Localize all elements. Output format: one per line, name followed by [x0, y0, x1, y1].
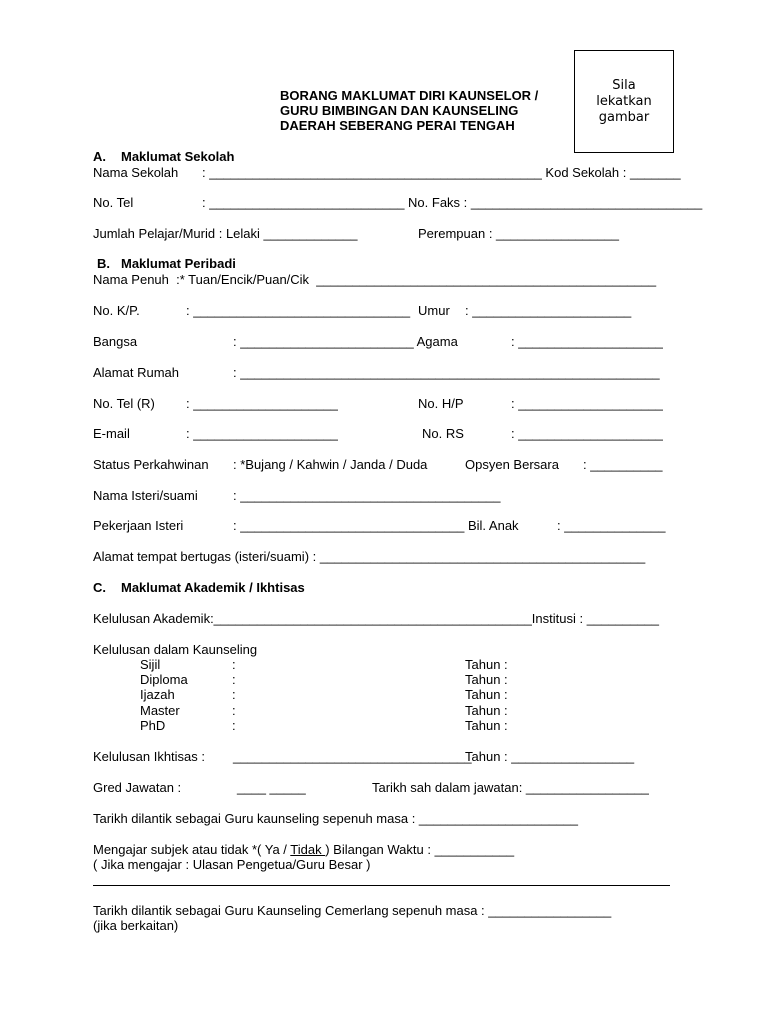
qual-tahun[interactable]: Tahun :: [465, 703, 508, 718]
photo-label-line-1: Sila: [612, 77, 636, 93]
berkaitan-note: (jika berkaitan): [93, 918, 179, 933]
section-b-heading: Maklumat Peribadi: [121, 256, 236, 271]
qual-sep: :: [232, 672, 236, 687]
qual-sep: :: [232, 657, 236, 672]
ikhtisas-field[interactable]: _________________________________: [233, 749, 472, 764]
anak-field[interactable]: : ______________: [557, 518, 666, 533]
form-title-line-3: DAERAH SEBERANG PERAI TENGAH: [280, 118, 515, 133]
bangsa-field[interactable]: : ________________________ Agama: [233, 334, 458, 349]
section-b-letter: B.: [97, 256, 110, 271]
pekerjaan-field[interactable]: : _______________________________ Bil. Anak: [233, 518, 519, 533]
section-a-heading: Maklumat Sekolah: [121, 149, 235, 164]
status-field[interactable]: : *Bujang / Kahwin / Janda / Duda: [233, 457, 428, 472]
qual-tahun[interactable]: Tahun :: [465, 687, 508, 702]
rs-field[interactable]: : ____________________: [511, 426, 663, 441]
form-title-line-1: BORANG MAKLUMAT DIRI KAUNSELOR /: [280, 88, 539, 103]
tarikh-sah-field[interactable]: Tarikh sah dalam jawatan: _________________: [372, 780, 649, 795]
qual-name: Sijil: [140, 657, 161, 672]
qual-tahun[interactable]: Tahun :: [465, 672, 508, 687]
qual-name: PhD: [140, 718, 166, 733]
tel-rumah-field[interactable]: : ____________________: [186, 396, 338, 411]
pekerjaan-label: Pekerjaan Isteri: [93, 518, 184, 533]
isteri-field[interactable]: : ____________________________________: [233, 488, 501, 503]
qual-name: Ijazah: [140, 687, 175, 702]
no-kp-field[interactable]: : ______________________________: [186, 303, 411, 318]
kelulusan-kaunseling-label: Kelulusan dalam Kaunseling: [93, 642, 258, 657]
qual-tahun[interactable]: Tahun :: [465, 718, 508, 733]
mengajar-tidak-option[interactable]: Tidak: [290, 842, 326, 857]
ikhtisas-label: Kelulusan Ikhtisas :: [93, 749, 206, 764]
opsyen-label: Opsyen Bersara: [465, 457, 559, 472]
qual-sep: :: [232, 687, 236, 702]
status-label: Status Perkahwinan: [93, 457, 209, 472]
form-title-line-2: GURU BIMBINGAN DAN KAUNSELING: [280, 103, 519, 118]
ulasan-answer-line[interactable]: [93, 885, 670, 886]
tarikh-dilantik-field[interactable]: Tarikh dilantik sebagai Guru kaunseling sepenuh masa : ______________________: [93, 811, 578, 826]
email-field[interactable]: : ____________________: [186, 426, 338, 441]
section-c-letter: C.: [93, 580, 106, 595]
ulasan-note: ( Jika mengajar : Ulasan Pengetua/Guru Besar ): [93, 857, 371, 872]
opsyen-field[interactable]: : __________: [583, 457, 663, 472]
isteri-label: Nama Isteri/suami: [93, 488, 198, 503]
email-label: E-mail: [93, 426, 130, 441]
section-c-heading: Maklumat Akademik / Ikhtisas: [121, 580, 305, 595]
kelulusan-akademik-field[interactable]: Kelulusan Akademik:____________________________________________Institusi : __________: [93, 611, 660, 626]
no-kp-label: No. K/P.: [93, 303, 140, 318]
hp-field[interactable]: : ____________________: [511, 396, 663, 411]
qual-name: Master: [140, 703, 180, 718]
qual-tahun[interactable]: Tahun :: [465, 657, 508, 672]
section-a-letter: A.: [93, 149, 106, 164]
photo-label-line-3: gambar: [598, 109, 650, 125]
bangsa-label: Bangsa: [93, 334, 138, 349]
jumlah-pelajar-field[interactable]: Jumlah Pelajar/Murid : Lelaki _____________: [93, 226, 358, 241]
cemerlang-field[interactable]: Tarikh dilantik sebagai Guru Kaunseling Cemerlang sepenuh masa : _________________: [93, 903, 612, 918]
umur-label: Umur: [418, 303, 450, 318]
nama-sekolah-label: Nama Sekolah: [93, 165, 179, 180]
nama-penuh-field[interactable]: Nama Penuh :* Tuan/Encik/Puan/Cik _______________________________________________: [93, 272, 657, 287]
rs-label: No. RS: [422, 426, 464, 441]
tel-rumah-label: No. Tel (R): [93, 396, 155, 411]
alamat-tugas-field[interactable]: Alamat tempat bertugas (isteri/suami) : _____________________________________________: [93, 549, 646, 564]
agama-field[interactable]: : ____________________: [511, 334, 663, 349]
photo-label-line-2: lekatkan: [596, 93, 652, 109]
gred-label: Gred Jawatan :: [93, 780, 182, 795]
alamat-rumah-label: Alamat Rumah: [93, 365, 179, 380]
qual-sep: :: [232, 703, 236, 718]
no-tel-field[interactable]: : ___________________________ No. Faks : ________________________________: [202, 195, 703, 210]
nama-sekolah-field[interactable]: : ______________________________________________ Kod Sekolah : _______: [202, 165, 681, 180]
mengajar-text: Mengajar subjek atau tidak *( Ya /: [93, 842, 291, 857]
bilangan-waktu-field[interactable]: ___________: [434, 842, 515, 857]
mengajar-line: [93, 842, 514, 857]
alamat-rumah-field[interactable]: : __________________________________________________________: [233, 365, 660, 380]
qual-sep: :: [232, 718, 236, 733]
bilangan-waktu-label: ) Bilangan Waktu :: [325, 842, 435, 857]
gred-field[interactable]: ____ _____: [237, 780, 306, 795]
ikhtisas-tahun-field[interactable]: Tahun : _________________: [465, 749, 635, 764]
umur-field[interactable]: : ______________________: [465, 303, 632, 318]
qual-name: Diploma: [140, 672, 188, 687]
photo-placeholder-box[interactable]: [574, 50, 674, 153]
perempuan-field[interactable]: Perempuan : _________________: [418, 226, 619, 241]
no-tel-label: No. Tel: [93, 195, 134, 210]
hp-label: No. H/P: [418, 396, 464, 411]
